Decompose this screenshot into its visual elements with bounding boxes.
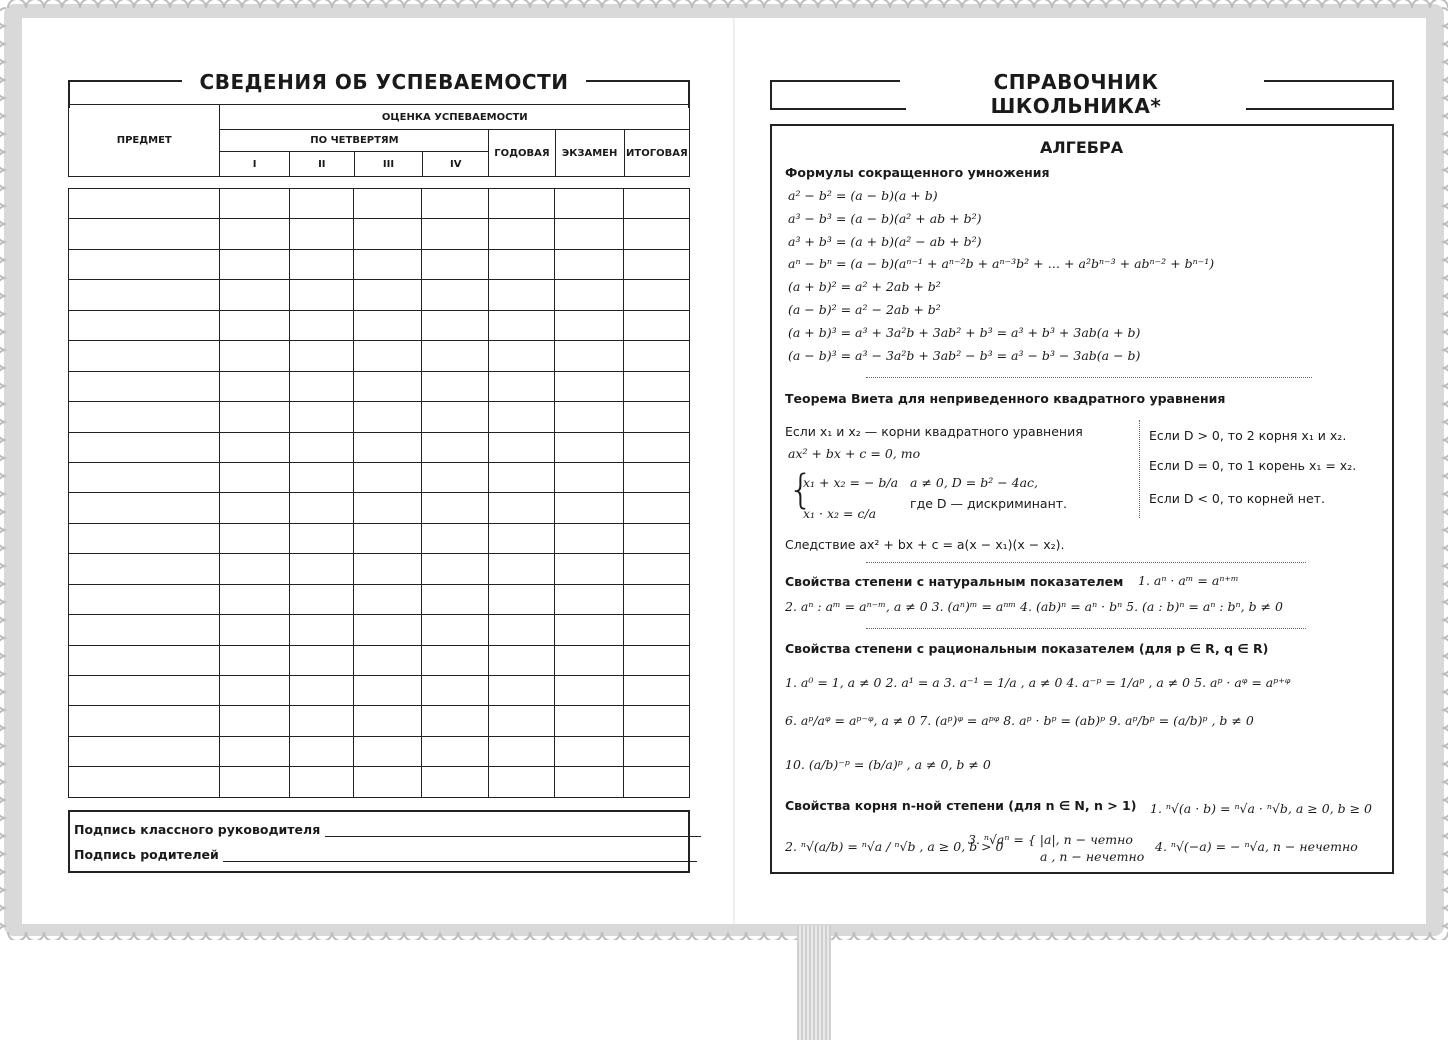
table-row xyxy=(69,310,690,340)
table-row xyxy=(69,736,690,766)
grade-cell[interactable] xyxy=(354,371,422,401)
table-row xyxy=(69,432,690,462)
vieta-line-1: Если x₁ и x₂ — корни квадратного уравнения xyxy=(785,424,1083,439)
grade-cell[interactable] xyxy=(69,432,220,462)
table-row xyxy=(69,462,690,492)
grade-cell[interactable] xyxy=(290,402,354,432)
short-multiplication-title: Формулы сокращенного умножения xyxy=(785,165,1050,180)
grade-cell[interactable] xyxy=(290,219,354,249)
grade-cell[interactable] xyxy=(422,584,488,614)
table-row xyxy=(69,523,690,553)
exam-header: ЭКЗАМЕН xyxy=(555,130,624,177)
root-property-2: 2. ⁿ√(a/b) = ⁿ√a / ⁿ√b , a ≥ 0, b > 0 xyxy=(785,839,1004,854)
grade-cell[interactable] xyxy=(290,432,354,462)
grade-cell[interactable] xyxy=(220,432,290,462)
grade-cell[interactable] xyxy=(422,432,488,462)
grade-cell[interactable] xyxy=(354,219,422,249)
grade-cell[interactable] xyxy=(623,676,689,706)
grade-cell[interactable] xyxy=(422,676,488,706)
rational-power-line-3: 10. (a/b)⁻ᵖ = (b/a)ᵖ , a ≠ 0, b ≠ 0 xyxy=(785,757,991,772)
table-row xyxy=(69,249,690,279)
grade-cell[interactable] xyxy=(220,767,290,798)
table-row xyxy=(69,615,690,645)
left-page-title: СВЕДЕНИЯ ОБ УСПЕВАЕМОСТИ xyxy=(182,70,586,94)
parents-signature xyxy=(74,847,697,862)
grade-cell[interactable] xyxy=(554,219,623,249)
vieta-line-2: ax² + bx + c = 0, то xyxy=(788,446,921,461)
grade-cell[interactable] xyxy=(554,523,623,553)
grade-cell[interactable] xyxy=(422,402,488,432)
grade-cell[interactable] xyxy=(554,767,623,798)
grade-cell[interactable] xyxy=(623,189,689,219)
grade-cell[interactable] xyxy=(69,310,220,340)
grade-cell[interactable] xyxy=(488,767,554,798)
grade-cell[interactable] xyxy=(69,676,220,706)
vieta-result-3: Если D < 0, то корней нет. xyxy=(1149,491,1325,506)
grade-cell[interactable] xyxy=(220,493,290,523)
grade-cell[interactable] xyxy=(354,280,422,310)
grade-cell[interactable] xyxy=(422,706,488,736)
subject-header: ПРЕДМЕТ xyxy=(69,105,220,177)
grade-cell[interactable] xyxy=(290,645,354,675)
grade-cell[interactable] xyxy=(354,584,422,614)
grade-cell[interactable] xyxy=(290,554,354,584)
vieta-system-1: x₁ + x₂ = − b/a xyxy=(803,475,899,490)
parents-signature-label: Подпись родителей xyxy=(74,847,219,862)
grade-cell[interactable] xyxy=(290,371,354,401)
grade-cell[interactable] xyxy=(220,706,290,736)
grade-cell[interactable] xyxy=(290,615,354,645)
grade-cell[interactable] xyxy=(488,341,554,371)
grade-cell[interactable] xyxy=(290,493,354,523)
grade-cell[interactable] xyxy=(220,645,290,675)
vieta-title: Теорема Виета для неприведенного квадратного уравнения xyxy=(785,391,1226,406)
vieta-result-2: Если D = 0, то 1 корень x₁ = x₂. xyxy=(1149,458,1357,473)
algebra-title: АЛГЕБРА xyxy=(1040,138,1124,157)
table-row xyxy=(69,645,690,675)
vieta-separator xyxy=(1139,420,1140,518)
signatures-box xyxy=(68,810,690,873)
grade-cell[interactable] xyxy=(354,341,422,371)
root-property-3a: 3. ⁿ√aⁿ = { |a|, n − четно xyxy=(968,832,1133,847)
grade-cell[interactable] xyxy=(623,432,689,462)
grade-cell[interactable] xyxy=(488,554,554,584)
grade-cell[interactable] xyxy=(354,554,422,584)
divider xyxy=(866,562,1306,563)
quarters-header: ПО ЧЕТВЕРТЯМ xyxy=(220,130,489,152)
grade-cell[interactable] xyxy=(488,584,554,614)
formula-item: aⁿ − bⁿ = (a − b)(aⁿ⁻¹ + aⁿ⁻²b + aⁿ⁻³b² + … + a²bⁿ⁻³ + abⁿ⁻² + bⁿ⁻¹) xyxy=(788,256,1215,272)
formula-item: (a + b)² = a² + 2ab + b² xyxy=(788,279,941,295)
grade-cell[interactable] xyxy=(290,462,354,492)
grade-cell[interactable] xyxy=(554,736,623,766)
grade-cell[interactable] xyxy=(554,371,623,401)
grade-cell[interactable] xyxy=(354,462,422,492)
grade-cell[interactable] xyxy=(422,341,488,371)
vieta-condition-1: a ≠ 0, D = b² − 4ac, xyxy=(910,475,1039,490)
grades-header-table xyxy=(68,104,690,177)
vieta-system-2: x₁ · x₂ = c/a xyxy=(803,506,877,521)
grade-cell[interactable] xyxy=(290,523,354,553)
grade-cell[interactable] xyxy=(623,310,689,340)
grade-cell[interactable] xyxy=(220,341,290,371)
root-property-4: 4. ⁿ√(−a) = − ⁿ√a, n − нечетно xyxy=(1155,839,1358,854)
grade-cell[interactable] xyxy=(220,462,290,492)
bookmark-ribbon[interactable] xyxy=(797,926,831,1040)
table-row xyxy=(69,584,690,614)
grade-cell[interactable] xyxy=(354,706,422,736)
grade-cell[interactable] xyxy=(554,493,623,523)
grade-cell[interactable] xyxy=(422,615,488,645)
grade-cell[interactable] xyxy=(422,523,488,553)
grade-cell[interactable] xyxy=(290,736,354,766)
grade-cell[interactable] xyxy=(488,462,554,492)
quarter-4-header: IV xyxy=(423,152,489,177)
grade-cell[interactable] xyxy=(354,736,422,766)
grade-cell[interactable] xyxy=(554,584,623,614)
grade-cell[interactable] xyxy=(354,523,422,553)
grade-cell[interactable] xyxy=(69,584,220,614)
grade-cell[interactable] xyxy=(354,676,422,706)
grades-header: ОЦЕНКА УСПЕВАЕМОСТИ xyxy=(220,105,690,130)
grade-cell[interactable] xyxy=(354,249,422,279)
grade-cell[interactable] xyxy=(69,767,220,798)
grade-cell[interactable] xyxy=(69,402,220,432)
formula-item: a³ − b³ = (a − b)(a² + ab + b²) xyxy=(788,210,982,226)
annual-header: ГОДОВАЯ xyxy=(489,130,555,177)
table-row xyxy=(69,554,690,584)
grade-cell[interactable] xyxy=(554,645,623,675)
divider xyxy=(866,377,1312,378)
grade-cell[interactable] xyxy=(554,402,623,432)
vieta-result-1: Если D > 0, то 2 корня x₁ и x₂. xyxy=(1149,428,1347,443)
grade-cell[interactable] xyxy=(554,615,623,645)
grade-cell[interactable] xyxy=(220,584,290,614)
grade-cell[interactable] xyxy=(422,249,488,279)
grade-cell[interactable] xyxy=(220,280,290,310)
grade-cell[interactable] xyxy=(554,462,623,492)
grade-cell[interactable] xyxy=(354,615,422,645)
quarter-1-header: I xyxy=(220,152,289,177)
rational-power-title: Свойства степени с рациональным показателем (для p ∈ R, q ∈ R) xyxy=(785,641,1269,656)
grade-cell[interactable] xyxy=(354,189,422,219)
grade-cell[interactable] xyxy=(220,402,290,432)
grade-cell[interactable] xyxy=(623,249,689,279)
grade-cell[interactable] xyxy=(69,493,220,523)
grade-cell[interactable] xyxy=(623,706,689,736)
table-row xyxy=(69,189,690,219)
grade-cell[interactable] xyxy=(488,219,554,249)
grade-cell[interactable] xyxy=(290,189,354,219)
grade-cell[interactable] xyxy=(220,249,290,279)
grade-cell[interactable] xyxy=(623,280,689,310)
grade-cell[interactable] xyxy=(554,189,623,219)
grade-cell[interactable] xyxy=(488,402,554,432)
grade-cell[interactable] xyxy=(488,645,554,675)
table-row xyxy=(69,402,690,432)
grade-cell[interactable] xyxy=(488,280,554,310)
grade-cell[interactable] xyxy=(488,493,554,523)
formula-item: (a − b)² = a² − 2ab + b² xyxy=(788,302,941,317)
grade-cell[interactable] xyxy=(354,645,422,675)
formula-item: a³ + b³ = (a + b)(a² − ab + b²) xyxy=(788,233,982,249)
formula-item: (a + b)³ = a³ + 3a²b + 3ab² + b³ = a³ + b³ + 3ab(a + b) xyxy=(788,324,1141,340)
grade-cell[interactable] xyxy=(623,767,689,798)
grade-cell[interactable] xyxy=(290,706,354,736)
grade-cell[interactable] xyxy=(422,189,488,219)
grade-cell[interactable] xyxy=(69,645,220,675)
grade-cell[interactable] xyxy=(422,736,488,766)
grade-cell[interactable] xyxy=(354,493,422,523)
vieta-corollary: Следствие ax² + bx + c = a(x − x₁)(x − x₂). xyxy=(785,537,1065,552)
grade-cell[interactable] xyxy=(623,736,689,766)
grade-cell[interactable] xyxy=(488,706,554,736)
grade-cell[interactable] xyxy=(290,310,354,340)
divider xyxy=(866,628,1306,629)
right-title-topline-left xyxy=(770,80,900,82)
grade-cell[interactable] xyxy=(488,310,554,340)
grade-cell[interactable] xyxy=(69,341,220,371)
grade-cell[interactable] xyxy=(290,341,354,371)
grade-cell[interactable] xyxy=(220,219,290,249)
grade-cell[interactable] xyxy=(69,615,220,645)
grade-cell[interactable] xyxy=(220,554,290,584)
grade-cell[interactable] xyxy=(422,371,488,401)
grade-cell[interactable] xyxy=(623,462,689,492)
quarter-2-header: II xyxy=(289,152,354,177)
grade-cell[interactable] xyxy=(554,554,623,584)
grade-cell[interactable] xyxy=(554,676,623,706)
grade-cell[interactable] xyxy=(422,645,488,675)
formula-item: (a − b)³ = a³ − 3a²b + 3ab² − b³ = a³ − b³ − 3ab(a − b) xyxy=(788,347,1141,363)
grade-cell[interactable] xyxy=(220,310,290,340)
table-row xyxy=(69,706,690,736)
grade-cell[interactable] xyxy=(69,706,220,736)
grade-cell[interactable] xyxy=(69,280,220,310)
table-row xyxy=(69,219,690,249)
rational-power-line-2: 6. aᵖ/aᵠ = aᵖ⁻ᵠ, a ≠ 0 7. (aᵖ)ᵠ = aᵖᵠ 8. aᵖ · bᵖ = (ab)ᵖ 9. aᵖ/bᵖ = (a/b)ᵖ , b ≠ 0 xyxy=(785,713,1254,728)
grade-cell[interactable] xyxy=(623,371,689,401)
grade-cell[interactable] xyxy=(554,310,623,340)
table-row xyxy=(69,280,690,310)
grade-cell[interactable] xyxy=(290,280,354,310)
grade-cell[interactable] xyxy=(623,493,689,523)
grade-cell[interactable] xyxy=(623,341,689,371)
right-page-title: СПРАВОЧНИК ШКОЛЬНИКА* xyxy=(906,70,1246,118)
grade-cell[interactable] xyxy=(422,219,488,249)
grade-cell[interactable] xyxy=(623,645,689,675)
grade-cell[interactable] xyxy=(69,523,220,553)
right-title-topline-right xyxy=(1264,80,1394,82)
grade-cell[interactable] xyxy=(69,189,220,219)
natural-power-title: Свойства степени с натуральным показателем xyxy=(785,574,1124,589)
grade-cell[interactable] xyxy=(488,371,554,401)
grade-cell[interactable] xyxy=(220,371,290,401)
grade-cell[interactable] xyxy=(220,615,290,645)
grade-cell[interactable] xyxy=(422,280,488,310)
grade-cell[interactable] xyxy=(623,584,689,614)
grade-cell[interactable] xyxy=(69,462,220,492)
grade-cell[interactable] xyxy=(220,676,290,706)
root-properties-title: Свойства корня n-ной степени (для n ∈ N, n > 1) xyxy=(785,798,1137,813)
grade-cell[interactable] xyxy=(422,767,488,798)
grade-cell[interactable] xyxy=(69,219,220,249)
grade-cell[interactable] xyxy=(422,554,488,584)
grade-cell[interactable] xyxy=(488,736,554,766)
grade-cell[interactable] xyxy=(422,310,488,340)
natural-power-1: 1. aⁿ · aᵐ = aⁿ⁺ᵐ xyxy=(1138,573,1239,588)
table-row xyxy=(69,493,690,523)
grade-cell[interactable] xyxy=(69,249,220,279)
grade-cell[interactable] xyxy=(554,341,623,371)
natural-power-properties: 2. aⁿ : aᵐ = aⁿ⁻ᵐ, a ≠ 0 3. (aⁿ)ᵐ = aⁿᵐ 4. (ab)ⁿ = aⁿ · bⁿ 5. (a : b)ⁿ = aⁿ : bⁿ, b ≠ 0 xyxy=(785,599,1283,614)
parents-signature-field[interactable] xyxy=(223,861,697,862)
grade-cell[interactable] xyxy=(488,523,554,553)
grade-cell[interactable] xyxy=(69,554,220,584)
grade-cell[interactable] xyxy=(290,249,354,279)
grade-cell[interactable] xyxy=(422,493,488,523)
grade-cell[interactable] xyxy=(488,676,554,706)
grade-cell[interactable] xyxy=(354,767,422,798)
grade-cell[interactable] xyxy=(623,554,689,584)
grade-cell[interactable] xyxy=(354,402,422,432)
grade-cell[interactable] xyxy=(488,189,554,219)
table-row xyxy=(69,341,690,371)
grade-cell[interactable] xyxy=(290,767,354,798)
grade-cell[interactable] xyxy=(69,371,220,401)
grade-cell[interactable] xyxy=(488,432,554,462)
grade-cell[interactable] xyxy=(623,219,689,249)
grade-cell[interactable] xyxy=(623,402,689,432)
grade-cell[interactable] xyxy=(422,462,488,492)
teacher-signature xyxy=(74,822,701,837)
grade-cell[interactable] xyxy=(623,523,689,553)
teacher-signature-field[interactable] xyxy=(325,836,701,837)
grade-cell[interactable] xyxy=(69,736,220,766)
grade-cell[interactable] xyxy=(554,432,623,462)
vieta-condition-2: где D — дискриминант. xyxy=(910,496,1068,511)
grade-cell[interactable] xyxy=(488,249,554,279)
quarter-3-header: III xyxy=(354,152,422,177)
grade-cell[interactable] xyxy=(290,584,354,614)
formula-item: a² − b² = (a − b)(a + b) xyxy=(788,188,938,203)
grade-cell[interactable] xyxy=(220,736,290,766)
vieta-brace: { xyxy=(788,467,814,513)
grade-cell[interactable] xyxy=(623,615,689,645)
table-row xyxy=(69,371,690,401)
root-property-3b: a , n − нечетно xyxy=(1040,849,1145,864)
grade-cell[interactable] xyxy=(554,249,623,279)
grades-table xyxy=(68,188,690,798)
grade-cell[interactable] xyxy=(220,523,290,553)
final-header: ИТОГОВАЯ xyxy=(624,130,689,177)
grade-cell[interactable] xyxy=(554,280,623,310)
grade-cell[interactable] xyxy=(354,432,422,462)
teacher-signature-label: Подпись классного руководителя xyxy=(74,822,321,837)
root-property-1: 1. ⁿ√(a · b) = ⁿ√a · ⁿ√b, a ≥ 0, b ≥ 0 xyxy=(1150,801,1373,816)
book-gutter xyxy=(733,18,735,924)
table-row xyxy=(69,767,690,798)
grade-cell[interactable] xyxy=(220,189,290,219)
rational-power-line-1: 1. a⁰ = 1, a ≠ 0 2. a¹ = a 3. a⁻¹ = 1/a , a ≠ 0 4. a⁻ᵖ = 1/aᵖ , a ≠ 0 5. aᵖ · aᵠ = aᵖ⁺ᵠ xyxy=(785,675,1291,690)
table-row xyxy=(69,676,690,706)
grade-cell[interactable] xyxy=(290,676,354,706)
grade-cell[interactable] xyxy=(554,706,623,736)
grade-cell[interactable] xyxy=(354,310,422,340)
grade-cell[interactable] xyxy=(488,615,554,645)
